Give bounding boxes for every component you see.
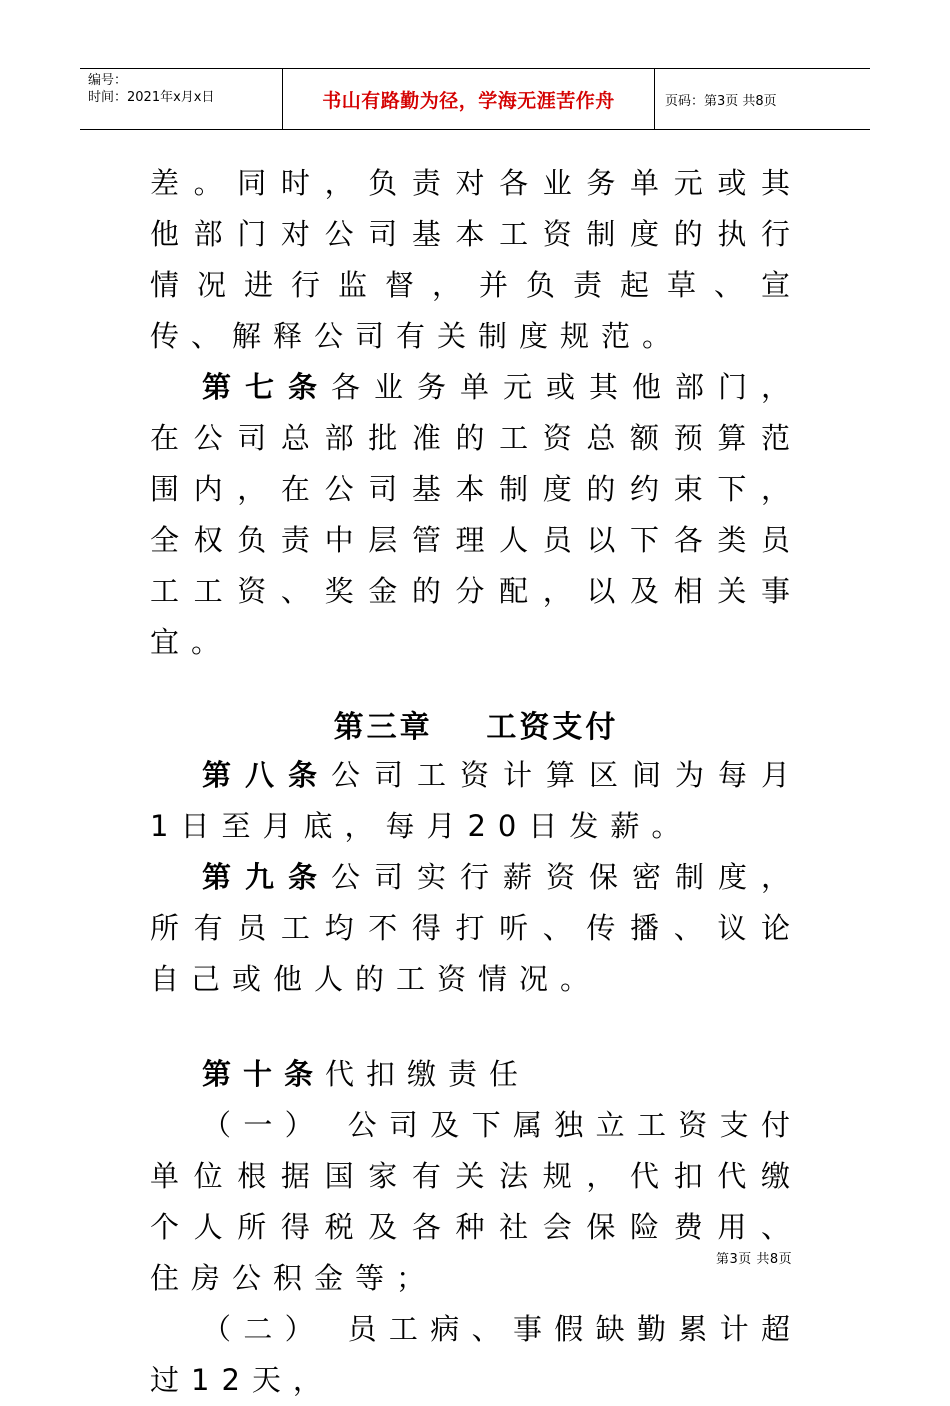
- header-meta: [80, 69, 283, 129]
- page-header: [80, 68, 870, 130]
- article-9-text: 公司实行薪资保密制度，所有员工均不得打听、传播、议论自己或他人的工资情况。: [150, 860, 802, 996]
- article-10-text: 代扣缴责任: [325, 1057, 531, 1091]
- article-10-item-2: （二） 员工病、事假缺勤累计超过12天，: [150, 1312, 802, 1397]
- article-8-title: 第八条: [202, 758, 331, 792]
- document-body: [150, 158, 802, 1406]
- article-7-text: 各业务单元或其他部门，在公司总部批准的工资总额预算范围内，在公司基本制度的约束下，全权负责中层管理人员以下各类员工工资、奖金的分配，以及相关事宜。: [150, 370, 802, 659]
- document-time-label: 时间：2021年x月x日: [88, 90, 215, 105]
- article-10-item-1: （一） 公司及下属独立工资支付单位根据国家有关法规，代扣代缴个人所得税及各种社会保险费用、住房公积金等；: [150, 1108, 802, 1295]
- article-9: [150, 852, 802, 1005]
- article-10: [150, 1049, 802, 1100]
- chapter-heading: 第三章 工资支付: [333, 710, 619, 745]
- article-9-title: 第九条: [202, 860, 331, 894]
- article-8-text: 公司工资计算区间为每月1日至月底，每月20日发薪。: [150, 758, 802, 843]
- document-number-label: 编号：: [88, 73, 128, 88]
- article-8: [150, 750, 802, 852]
- article-7-title: 第七条: [202, 370, 331, 404]
- article-7: [150, 362, 802, 668]
- header-page-number: 页码：第3页 共8页: [665, 93, 777, 109]
- paragraph-continuation: 差。同时，负责对各业务单元或其他部门对公司基本工资制度的执行情况进行监督，并负责起草、宣传、解释公司有关制度规范。: [150, 166, 802, 353]
- article-10-title: 第十条: [202, 1057, 326, 1091]
- page-footer: 第3页 共8页: [716, 1252, 793, 1267]
- header-motto: 书山有路勤为径，学海无涯苦作舟: [283, 69, 655, 129]
